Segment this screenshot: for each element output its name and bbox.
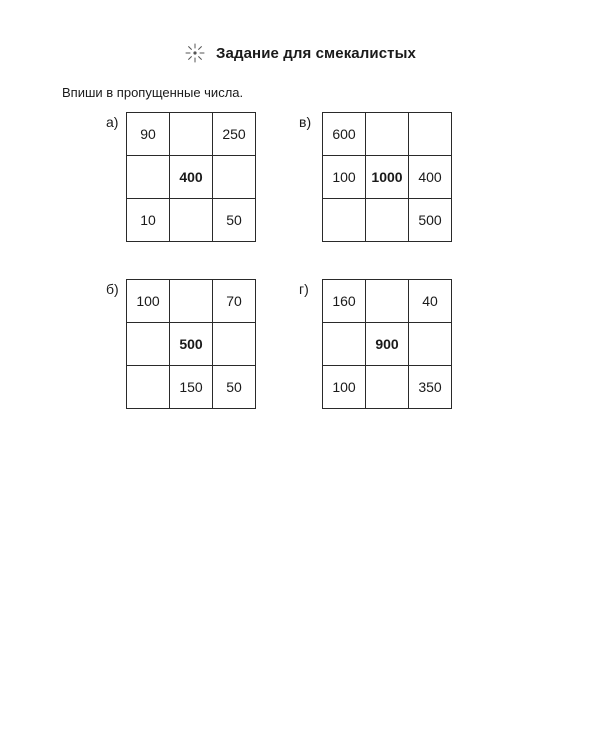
grid-center-cell: 1000 <box>366 156 409 199</box>
puzzle-label-b: б) <box>106 281 119 297</box>
puzzle-grid-b <box>126 279 256 409</box>
grid-cell[interactable]: 100 <box>323 366 366 409</box>
grid-center-cell: 900 <box>366 323 409 366</box>
grid-cell[interactable] <box>366 113 409 156</box>
sparkle-icon <box>184 42 206 64</box>
grid-cell[interactable] <box>323 199 366 242</box>
grid-cell[interactable] <box>366 366 409 409</box>
grid-cell[interactable]: 40 <box>409 280 452 323</box>
grid-cell[interactable]: 160 <box>323 280 366 323</box>
grid-cell[interactable] <box>213 323 256 366</box>
grid-cell[interactable]: 400 <box>409 156 452 199</box>
grid-cell[interactable]: 350 <box>409 366 452 409</box>
grid-cell[interactable] <box>323 323 366 366</box>
grid-cell[interactable] <box>170 280 213 323</box>
grid-cell[interactable] <box>170 199 213 242</box>
grid-cell[interactable]: 90 <box>127 113 170 156</box>
puzzle-label-v: в) <box>299 114 312 130</box>
grid-cell[interactable]: 100 <box>323 156 366 199</box>
grid-cell[interactable]: 150 <box>170 366 213 409</box>
grid-cell[interactable]: 600 <box>323 113 366 156</box>
instruction-text: Впиши в пропущенные числа. <box>62 85 244 100</box>
grid-cell[interactable]: 50 <box>213 199 256 242</box>
grid-cell[interactable]: 70 <box>213 280 256 323</box>
grid-cell[interactable] <box>127 156 170 199</box>
grid-cell[interactable] <box>366 199 409 242</box>
title-text: Задание для смекалистых <box>216 45 416 62</box>
grid-cell[interactable] <box>409 323 452 366</box>
puzzle-label-a: а) <box>106 114 119 130</box>
puzzle-label-g: г) <box>299 281 309 297</box>
grid-cell[interactable] <box>127 366 170 409</box>
grid-cell[interactable]: 100 <box>127 280 170 323</box>
grid-center-cell: 400 <box>170 156 213 199</box>
grid-cell[interactable] <box>366 280 409 323</box>
page-title <box>0 42 600 64</box>
grid-center-cell: 500 <box>170 323 213 366</box>
grid-cell[interactable] <box>170 113 213 156</box>
grid-cell[interactable] <box>127 323 170 366</box>
grid-cell[interactable] <box>409 113 452 156</box>
grid-cell[interactable]: 50 <box>213 366 256 409</box>
grid-cell[interactable]: 10 <box>127 199 170 242</box>
puzzle-grid-a <box>126 112 256 242</box>
puzzle-grid-g <box>322 279 452 409</box>
puzzle-grid-v <box>322 112 452 242</box>
grid-cell[interactable]: 250 <box>213 113 256 156</box>
grid-cell[interactable] <box>213 156 256 199</box>
grid-cell[interactable]: 500 <box>409 199 452 242</box>
